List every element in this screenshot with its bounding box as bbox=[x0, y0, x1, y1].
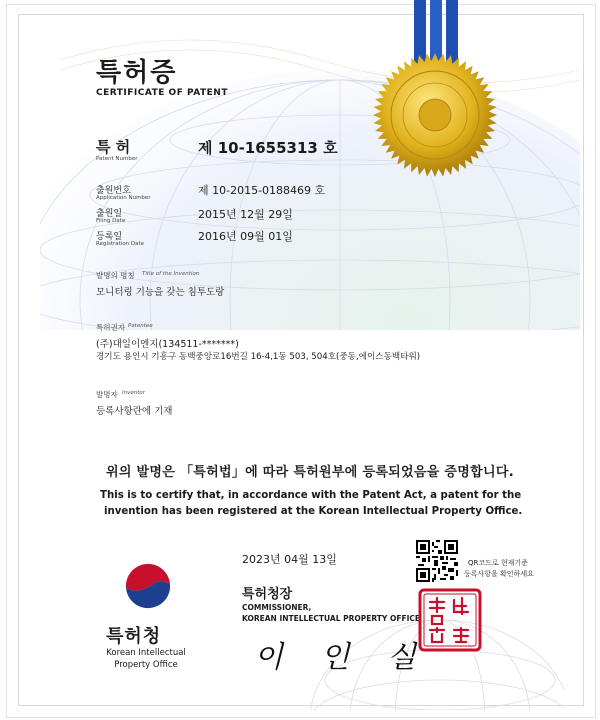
office-name-en-line2: Property Office bbox=[114, 660, 178, 670]
patentee-label: 특허권자 bbox=[96, 323, 125, 332]
office-name-ko: 특허청 bbox=[106, 626, 162, 647]
filing-date-label-en: Filing Date bbox=[96, 218, 126, 224]
invention-title: 모니터링 기능을 갖는 침투도랑 bbox=[96, 287, 225, 298]
gold-seal-icon bbox=[370, 50, 500, 180]
commissioner-title-en-line1: COMMISSIONER, bbox=[242, 603, 312, 612]
patent-number-label-en: Patent Number bbox=[96, 156, 138, 162]
patentee-address: 경기도 용인시 기흥구 동백중앙로16번길 16-4,1동 503, 504호(중동,에이스동백타워) bbox=[96, 352, 421, 362]
patentee-name: (주)대일이엔지(134511-*******) bbox=[96, 339, 239, 350]
invention-label: 발명의 명칭 bbox=[96, 271, 135, 280]
patentee-label-en: Patentee bbox=[128, 323, 153, 329]
patent-number-value: 제 10-1655313 호 bbox=[198, 139, 338, 157]
commissioner-title-en-line2: KOREAN INTELLECTUAL PROPERTY OFFICE bbox=[242, 614, 421, 623]
kipo-logo-icon bbox=[118, 556, 178, 616]
certification-statement-en-line2: invention has been registered at the Korean Intellectual Property Office. bbox=[104, 506, 523, 517]
inventor-label: 발명자 bbox=[96, 390, 118, 399]
certification-statement-en-line1: This is to certify that, in accordance with the Patent Act, a patent for the bbox=[100, 490, 522, 501]
office-name-en-line1: Korean Intellectual bbox=[106, 648, 186, 658]
filing-date-label: 출원일 bbox=[96, 209, 123, 219]
qr-note-line2: 등록사항을 확인하세요 bbox=[464, 570, 534, 578]
commissioner-title: 특허청장 bbox=[242, 587, 293, 602]
commissioner-signature: 이 인 실 bbox=[254, 640, 431, 675]
registration-date-value: 2016년 09월 01일 bbox=[198, 230, 293, 243]
issue-date: 2023년 04월 13일 bbox=[242, 553, 337, 566]
official-red-stamp bbox=[418, 588, 482, 652]
qr-code-icon bbox=[416, 540, 458, 582]
invention-label-en: Title of the Invention bbox=[142, 271, 200, 277]
certificate-title: 특허증 bbox=[96, 58, 178, 88]
certification-statement-ko: 위의 발명은 「특허법」에 따라 특허원부에 등록되었음을 증명합니다. bbox=[106, 465, 514, 480]
registration-date-label-en: Registration Date bbox=[96, 241, 145, 247]
filing-date-value: 2015년 12월 29일 bbox=[198, 208, 293, 221]
certificate-title-en: CERTIFICATE OF PATENT bbox=[96, 88, 228, 98]
registration-date-label: 등록일 bbox=[96, 232, 123, 242]
inventor-value: 등록사항란에 기재 bbox=[96, 406, 173, 417]
application-number-value: 제 10-2015-0188469 호 bbox=[198, 184, 326, 197]
inventor-label-en: Inventor bbox=[122, 390, 146, 396]
patent-number-label: 특 허 bbox=[96, 138, 131, 156]
qr-note-line1: QR코드로 현재기준 bbox=[468, 559, 528, 567]
application-number-label-en: Application Number bbox=[96, 195, 151, 201]
application-number-label: 출원번호 bbox=[96, 186, 131, 196]
